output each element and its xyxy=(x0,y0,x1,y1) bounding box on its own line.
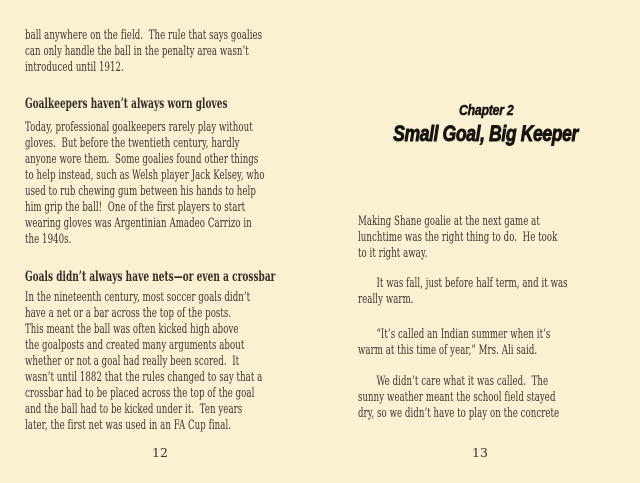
text-line: gloves. But before the twentieth century, hardly xyxy=(25,136,240,151)
text-line: dry, so we didn’t have to play on the concrete xyxy=(358,406,560,421)
text-line: This meant the ball was often kicked high above xyxy=(25,322,239,337)
section-heading-gloves: Goalkeepers haven’t always worn gloves xyxy=(25,96,228,112)
body-paragraph-quote xyxy=(358,327,550,359)
text-line: Today, professional goalkeepers rarely play without xyxy=(25,120,253,135)
text-line: sunny weather meant the school field stayed xyxy=(358,390,556,405)
text-line: whether or not a goal had really been scored. It xyxy=(25,354,240,369)
text-line: to help instead, such as Welsh player Jack Kelsey, who xyxy=(25,168,265,183)
text-line: introduced until 1912. xyxy=(25,60,124,75)
text-line: really warm. xyxy=(358,292,414,307)
text-line: have a net or a bar across the top of the posts. xyxy=(25,306,232,321)
text-line: lunchtime was the right thing to do. He took xyxy=(358,230,558,245)
text-line: Making Shane goalie at the next game at xyxy=(358,214,540,229)
text-line: ball anywhere on the field. The rule that says goalies xyxy=(25,28,263,43)
text-line: wearing gloves was Argentinian Amadeo Carrizo in xyxy=(25,216,252,231)
section-heading-nets: Goals didn’t always have nets—or even a crossbar xyxy=(25,269,276,285)
chapter-label: Chapter 2 xyxy=(458,102,514,119)
chapter-title-row xyxy=(326,122,640,146)
chapter-opening-paragraph xyxy=(358,214,557,262)
text-line: We didn’t care what it was called. The xyxy=(376,374,549,389)
text-line: to it right away. xyxy=(358,246,428,261)
text-line: and the ball had to be kicked under it. Ten years xyxy=(25,402,243,417)
chapter-title: Small Goal, Big Keeper xyxy=(393,121,579,146)
section-paragraph-gloves xyxy=(25,120,265,248)
text-line: can only handle the ball in the penalty area wasn’t xyxy=(25,44,249,59)
text-line: used to rub chewing gum between his hands to help xyxy=(25,184,256,199)
text-line: crossbar had to be placed across the top of the goal xyxy=(25,386,255,401)
chapter-heading xyxy=(326,100,640,146)
body-paragraph xyxy=(358,276,568,308)
text-line: It was fall, just before half term, and it was xyxy=(376,276,568,291)
body-paragraph xyxy=(358,374,559,422)
right-page-number: 13 xyxy=(472,445,488,460)
left-page-number: 12 xyxy=(152,445,168,460)
text-line: “It’s called an Indian summer when it’s xyxy=(376,327,551,342)
text-line: the 1940s. xyxy=(25,232,72,247)
text-line: In the nineteenth century, most soccer goals didn’t xyxy=(25,290,251,305)
text-line: the goalposts and created many arguments about xyxy=(25,338,245,353)
text-line: later, the first net was used in an FA Cup final. xyxy=(25,418,232,433)
continuation-paragraph xyxy=(25,28,262,76)
text-line: wasn’t until 1882 that the rules changed to say that a xyxy=(25,370,263,385)
text-line: anyone wore them. Some goalies found other things xyxy=(25,152,259,167)
text-line: him grip the ball! One of the first players to start xyxy=(25,200,246,215)
right-page xyxy=(320,0,640,483)
text-line: warm at this time of year,” Mrs. Ali said. xyxy=(358,343,538,358)
section-paragraph-nets xyxy=(25,290,262,434)
chapter-label-row xyxy=(326,100,640,119)
